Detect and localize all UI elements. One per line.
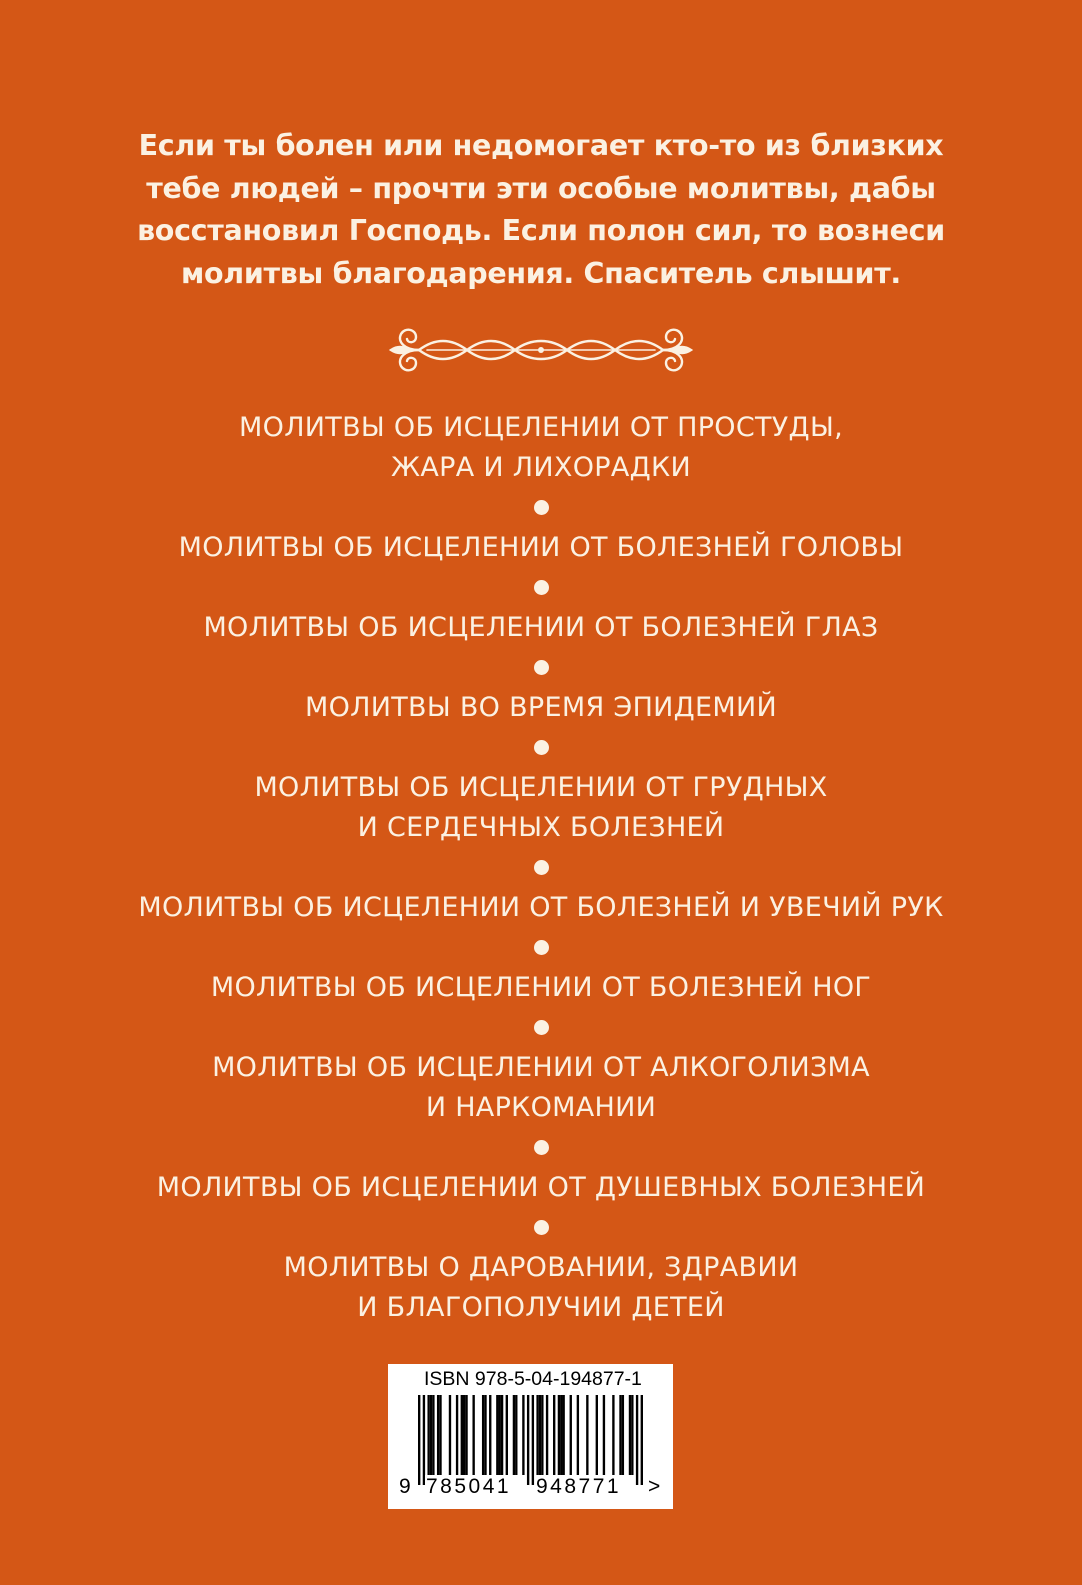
bullet-dot-icon (534, 500, 549, 515)
list-item-line: ЖАРА И ЛИХОРАДКИ (391, 452, 691, 483)
barcode-bar (423, 1395, 425, 1485)
isbn-label: ISBN 978-5-04-194877-1 (424, 1368, 642, 1390)
flourish-divider-icon (383, 322, 699, 378)
list-item-line: И СЕРДЕЧНЫХ БОЛЕЗНЕЙ (357, 812, 725, 843)
barcode-bar (496, 1395, 498, 1475)
list-item (40, 968, 1042, 1008)
barcode-bar (641, 1395, 643, 1485)
list-item (40, 608, 1042, 648)
barcode-bar (432, 1395, 434, 1475)
list-item (40, 1048, 1042, 1128)
barcode-bar (461, 1395, 463, 1475)
barcode-right-digits: 948771 (536, 1475, 622, 1498)
barcode-bar (513, 1395, 515, 1475)
bullet-dot-icon (534, 740, 549, 755)
barcode-bar (499, 1395, 501, 1475)
list-item-line: МОЛИТВЫ ОБ ИСЦЕЛЕНИИ ОТ БОЛЕЗНЕЙ НОГ (210, 972, 872, 1003)
barcode-bar (546, 1395, 548, 1475)
bullet-dot-icon (534, 580, 549, 595)
barcode-bar (527, 1395, 529, 1485)
intro-line: молитвы благодарения. Спаситель слышит. (181, 256, 901, 290)
barcode-bar (437, 1395, 439, 1475)
barcode-bar (501, 1395, 503, 1475)
barcode-bar (577, 1395, 579, 1475)
barcode-bar (603, 1395, 605, 1475)
barcode-bar (596, 1395, 598, 1475)
barcode-bar (449, 1395, 451, 1475)
barcode-bar (560, 1395, 562, 1475)
bullet-dot-icon (534, 1020, 549, 1035)
barcode-bars (418, 1395, 643, 1485)
barcode-bar (562, 1395, 564, 1475)
barcode-bar (418, 1395, 420, 1485)
barcode-bar (484, 1395, 486, 1475)
list-item-line: МОЛИТВЫ ОБ ИСЦЕЛЕНИИ ОТ ДУШЕВНЫХ БОЛЕЗНЕЙ (156, 1172, 926, 1203)
list-item-line: МОЛИТВЫ О ДАРОВАНИИ, ЗДРАВИИ (283, 1252, 799, 1283)
bullet-dot-icon (534, 1220, 549, 1235)
bullet-dot-icon (534, 1140, 549, 1155)
barcode-bar (456, 1395, 458, 1475)
barcode-bar (532, 1395, 534, 1485)
barcode-left-digits: 785041 (426, 1475, 512, 1498)
list-item-line: И БЛАГОПОЛУЧИИ ДЕТЕЙ (357, 1292, 725, 1323)
barcode-bar (622, 1395, 624, 1475)
barcode-bar (536, 1395, 538, 1475)
barcode-lead-digit: 9 (399, 1475, 411, 1498)
barcode-bar (541, 1395, 543, 1475)
barcode-bar (586, 1395, 588, 1475)
barcode-bar (430, 1395, 432, 1475)
barcode-bar (489, 1395, 491, 1475)
list-item-line: МОЛИТВЫ ОБ ИСЦЕЛЕНИИ ОТ ПРОСТУДЫ, (239, 412, 843, 443)
barcode-bar (636, 1395, 638, 1485)
barcode-bar (619, 1395, 621, 1475)
barcode-bar (515, 1395, 517, 1475)
intro-text (100, 125, 982, 295)
barcode-quiet-mark: > (648, 1475, 661, 1498)
list-item (40, 408, 1042, 488)
list-item (40, 528, 1042, 568)
barcode-bar (612, 1395, 614, 1475)
barcode-bar (472, 1395, 474, 1475)
list-item (40, 768, 1042, 848)
contents-list (40, 408, 1042, 1328)
bullet-dot-icon (534, 860, 549, 875)
intro-line: Если ты болен или недомогает кто-то из близких (138, 129, 944, 162)
barcode-bar (558, 1395, 560, 1475)
list-item-line: МОЛИТВЫ ОБ ИСЦЕЛЕНИИ ОТ БОЛЕЗНЕЙ ГЛАЗ (203, 612, 879, 643)
barcode-bar (465, 1395, 467, 1475)
intro-line: тебе людей – прочти эти особые молитвы, дабы (146, 171, 936, 205)
list-item-line: МОЛИТВЫ ОБ ИСЦЕЛЕНИИ ОТ БОЛЕЗНЕЙ ГОЛОВЫ (178, 532, 904, 563)
list-item-line: МОЛИТВЫ ОБ ИСЦЕЛЕНИИ ОТ БОЛЕЗНЕЙ И УВЕЧИЙ РУК (138, 892, 944, 923)
isbn-barcode (388, 1364, 673, 1509)
list-item (40, 1168, 1042, 1208)
list-item (40, 888, 1042, 928)
barcode-bar (482, 1395, 484, 1475)
barcode-bar (570, 1395, 572, 1475)
barcode-bar (439, 1395, 441, 1475)
list-item (40, 688, 1042, 728)
list-item (40, 1248, 1042, 1328)
barcode-bar (427, 1395, 429, 1475)
barcode-bar (463, 1395, 465, 1475)
barcode-bar (553, 1395, 555, 1475)
list-item-line: МОЛИТВЫ ОБ ИСЦЕЛЕНИИ ОТ ГРУДНЫХ (254, 772, 828, 803)
list-item-line: И НАРКОМАНИИ (425, 1092, 657, 1123)
barcode-bar (631, 1395, 633, 1475)
intro-line: восстановил Господь. Если полон сил, то вознеси (137, 214, 945, 247)
barcode-bar (506, 1395, 508, 1475)
barcode-bar (539, 1395, 541, 1475)
list-item-line: МОЛИТВЫ ОБ ИСЦЕЛЕНИИ ОТ АЛКОГОЛИЗМА (212, 1052, 870, 1083)
barcode-bar (522, 1395, 524, 1475)
list-item-line: МОЛИТВЫ ВО ВРЕМЯ ЭПИДЕМИЙ (304, 692, 778, 723)
bullet-dot-icon (534, 940, 549, 955)
barcode-bar (629, 1395, 631, 1475)
bullet-dot-icon (534, 660, 549, 675)
